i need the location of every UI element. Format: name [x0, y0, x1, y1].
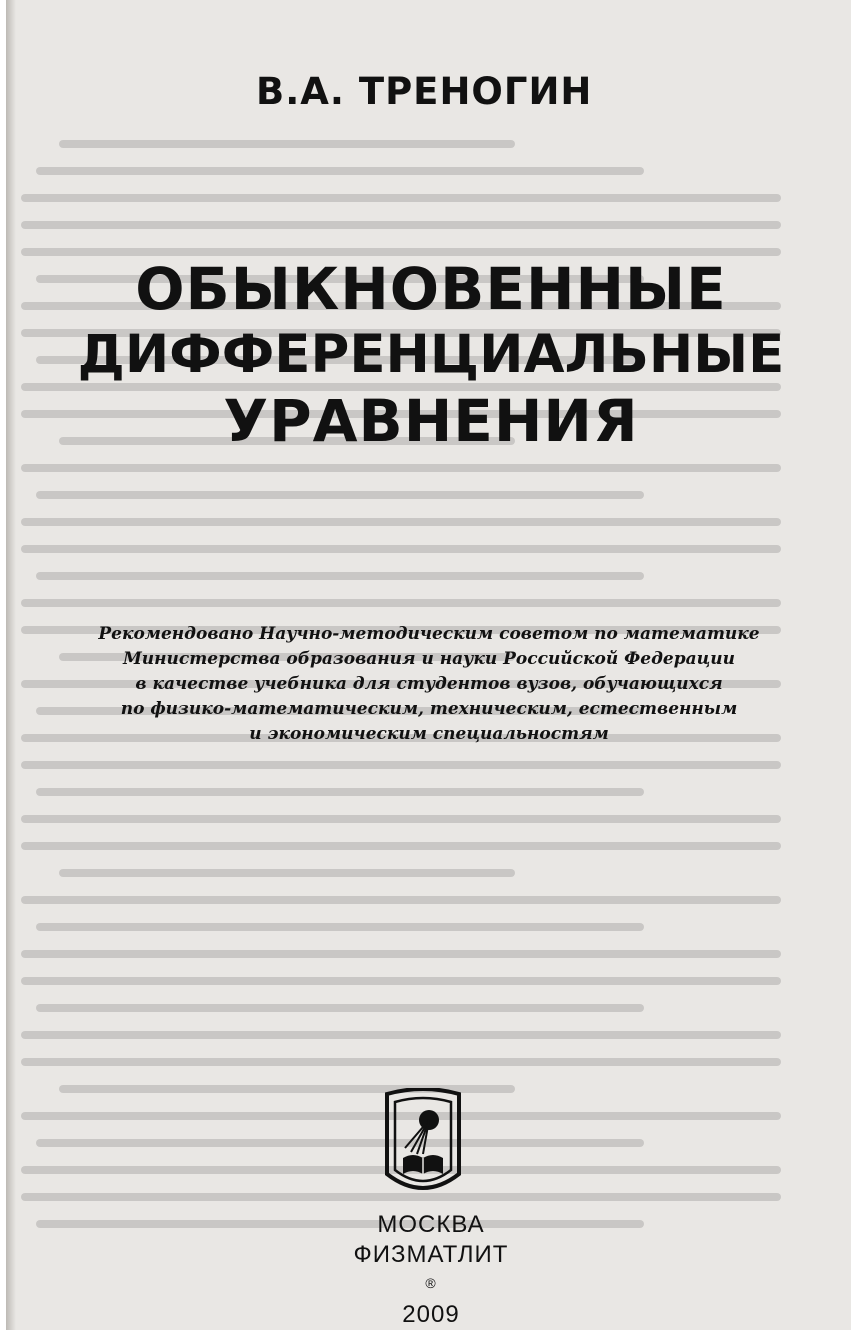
recommendation-line: по физико-математическим, техническим, естественным [120, 699, 738, 719]
title-line-3: УРАВНЕНИЯ [223, 387, 639, 455]
title-line-1: ОБЫКНОВЕННЫЕ [135, 255, 727, 323]
publisher-city: МОСКВА [377, 1211, 485, 1238]
bleed-line [36, 788, 644, 796]
bleed-line [21, 464, 781, 472]
bleed-line [21, 194, 781, 202]
bleed-line [36, 167, 644, 175]
recommendation-line: Рекомендовано Научно-методическим советом по математике [98, 624, 760, 644]
bleed-line [21, 599, 781, 607]
bleed-line [21, 842, 781, 850]
book-title [46, 256, 816, 454]
bleed-line [36, 572, 644, 580]
recommendation-line: и экономическим специальностям [249, 724, 609, 744]
bleed-line [59, 869, 515, 877]
bleed-line [21, 1031, 781, 1039]
bleed-line [21, 815, 781, 823]
book-page [6, 0, 851, 1330]
bleed-line [36, 1004, 644, 1012]
bleed-line [21, 545, 781, 553]
bleed-line [21, 896, 781, 904]
bleed-line [21, 761, 781, 769]
bleed-line [21, 977, 781, 985]
bleed-line [21, 221, 781, 229]
recommendation-line: Министерства образования и науки Российской Федерации [122, 649, 735, 669]
recommendation-text [74, 622, 784, 747]
publication-year: 2009 [402, 1301, 460, 1328]
bleed-line [59, 140, 515, 148]
recommendation-line: в качестве учебника для студентов вузов, обучающихся [135, 674, 723, 694]
book-author: В.А. ТРЕНОГИН [256, 70, 593, 113]
bleed-line [21, 518, 781, 526]
title-line-2: ДИФФЕРЕНЦИАЛЬНЫЕ [77, 324, 785, 385]
registered-mark: ® [425, 1275, 437, 1291]
bleed-line [36, 491, 644, 499]
bleed-line [36, 923, 644, 931]
bleed-line [21, 1058, 781, 1066]
bleed-line [21, 950, 781, 958]
publisher-name-line [286, 1240, 576, 1300]
publisher-block [286, 1210, 576, 1330]
publisher-name: ФИЗМАТЛИТ [353, 1241, 509, 1268]
fizmatlit-logo-icon [379, 1088, 467, 1198]
bleed-line [36, 1139, 644, 1147]
